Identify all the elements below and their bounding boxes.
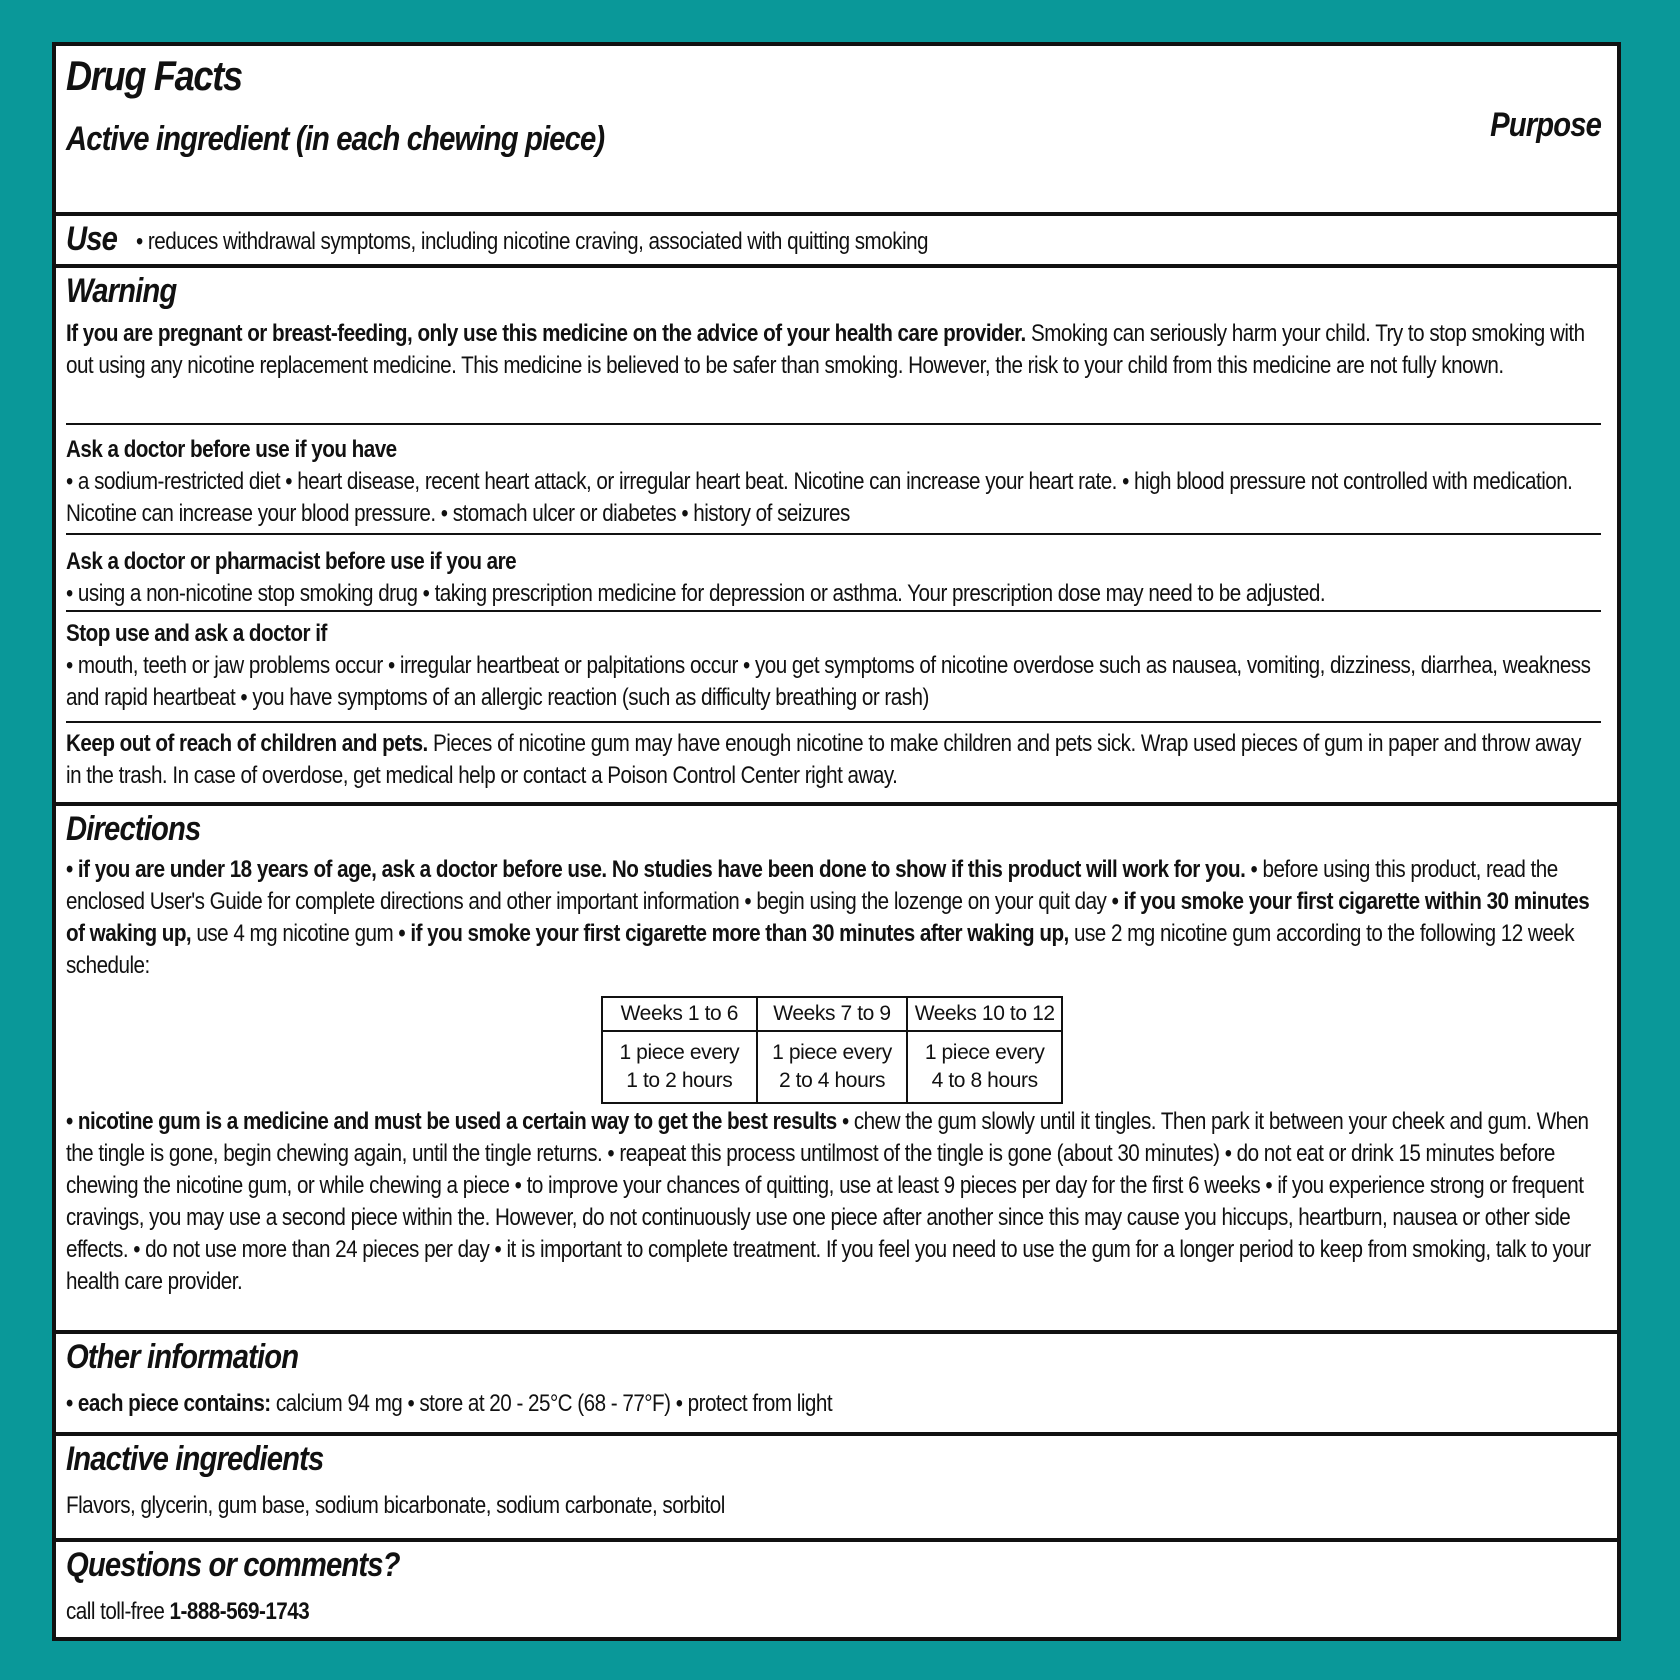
- directions-p2-bold: • nicotine gum is a medicine and must be used a certain way to get the best results: [66, 1108, 837, 1135]
- keep-out-bold: Keep out of reach of children and pets.: [66, 730, 428, 757]
- schedule-value-cell: [757, 1031, 908, 1103]
- dosing-schedule-table: [601, 996, 1063, 1104]
- schedule-header-cell: Weeks 7 to 9: [757, 997, 908, 1031]
- schedule-header-cell: Weeks 1 to 6: [602, 997, 757, 1031]
- schedule-value-line: 4 to 8 hours: [931, 1069, 1038, 1092]
- divider: [66, 423, 1601, 425]
- ask-pharmacist-text: • using a non-nicotine stop smoking drug • taking prescription medicine for depression or asthma. Your prescription dose may need to be adjusted.: [66, 580, 1326, 607]
- pregnancy-warning: [66, 318, 1597, 382]
- directions-p1-seg-3: use 4 mg nicotine gum: [191, 920, 399, 947]
- schedule-value-cell: [907, 1031, 1062, 1103]
- stop-use-text: • mouth, teeth or jaw problems occur • irregular heartbeat or palpitations occur • you get symptoms of nicotine overdose such as nausea, vomiting, dizziness, diarrhea, weakness and rapid heartbeat • you have symptoms of an allergic reaction (such as difficulty breathing or rash): [66, 652, 1591, 711]
- ask-pharmacist-title: Ask a doctor or pharmacist before use if you are: [66, 548, 517, 575]
- questions-section: [56, 1538, 1617, 1641]
- inactive-ingredients-heading: Inactive ingredients: [66, 1440, 324, 1478]
- phone-number[interactable]: 1-888-569-1743: [169, 1598, 310, 1625]
- directions-paragraph-2: [66, 1106, 1597, 1298]
- questions-text: [66, 1596, 309, 1628]
- other-information-text: [66, 1388, 832, 1420]
- drug-facts-panel: [52, 42, 1621, 1641]
- use-text: • reduces withdrawal symptoms, including nicotine craving, associated with quitting smoking: [136, 228, 929, 255]
- pregnancy-warning-bold: If you are pregnant or breast-feeding, only use this medicine on the advice of your health care provider.: [66, 320, 1026, 347]
- inactive-ingredients-section: [56, 1432, 1617, 1540]
- directions-heading: Directions: [66, 810, 201, 848]
- schedule-value-line: 1 to 2 hours: [626, 1069, 733, 1092]
- toll-free-prefix: call toll-free: [66, 1598, 170, 1625]
- divider: [66, 610, 1601, 612]
- keep-out-block: [66, 728, 1597, 792]
- ask-doctor-title: Ask a doctor before use if you have: [66, 436, 397, 463]
- directions-section: [56, 802, 1617, 1332]
- ask-pharmacist-block: [66, 546, 1597, 610]
- directions-p1-seg-1: • before using this product, read the enclosed User's Guide for complete directions and other important information • begin using the lozenge on your quit day: [66, 856, 1558, 915]
- ask-doctor-block: [66, 434, 1597, 530]
- other-information-section: [56, 1330, 1617, 1434]
- pregnancy-warning-text: Smoking can seriously harm your child. Try to stop smoking with out using any nicotine replacement medicine. This medicine is believed to be safer than smoking. However, the risk to your child from this medicine are not fully known.: [66, 320, 1585, 379]
- schedule-value-line: 1 piece every: [772, 1041, 892, 1064]
- stop-use-block: [66, 618, 1597, 714]
- schedule-value-row: [602, 1031, 1062, 1103]
- schedule-value-line: 2 to 4 hours: [778, 1069, 886, 1092]
- warning-heading: Warning: [66, 272, 177, 310]
- purpose-heading: Purpose: [1490, 106, 1601, 144]
- divider: [66, 721, 1601, 723]
- warning-section: [56, 264, 1617, 802]
- directions-paragraph-1: [66, 854, 1597, 982]
- schedule-header-cell: Weeks 10 to 12: [907, 997, 1062, 1031]
- directions-p1-seg-0: • if you are under 18 years of age, ask a doctor before use. No studies have been done to show if this product will work for you.: [66, 856, 1246, 883]
- schedule-value-cell: [602, 1031, 757, 1103]
- other-information-heading: Other information: [66, 1338, 299, 1376]
- use-heading: Use: [66, 220, 118, 258]
- inactive-ingredients-text: Flavors, glycerin, gum base, sodium bicarbonate, sodium carbonate, sorbitol: [66, 1492, 725, 1519]
- questions-heading: Questions or comments?: [66, 1546, 400, 1584]
- other-information-rest: calcium 94 mg • store at 20 - 25°C (68 - 77°F) • protect from light: [270, 1390, 833, 1417]
- divider: [66, 533, 1601, 535]
- directions-p2-text: • chew the gum slowly until it tingles. Then park it between your cheek and gum. When the tingle is gone, begin chewing again, until the tingle returns. • reapeat this process untilmost of the tingle is gone (about 30 minutes) • do not eat or drink 15 minutes before chewing the nicotine gum, or while chewing a piece • to improve your chances of quitting, use at least 9 pieces per day for the first 6 weeks • if you experience strong or frequent cravings, you may use a second piece within the. However, do not continuously use one piece after another since this may cause you hiccups, heartburn, nausea or other side effects. • do not use more than 24 pieces per day • it is important to complete treatment. If you feel you need to use the gum for a longer period to keep from smoking, talk to your health care provider.: [66, 1108, 1591, 1295]
- active-ingredient-heading: Active ingredient (in each chewing piece): [66, 120, 605, 158]
- other-information-bold: • each piece contains:: [66, 1390, 271, 1417]
- directions-p1-seg-2: • if you smoke your first cigarette within 30 minutes of waking up,: [66, 888, 1590, 947]
- active-ingredient-section: [56, 46, 1617, 214]
- keep-out-text: Pieces of nicotine gum may have enough nicotine to make children and pets sick. Wrap used pieces of gum in paper and throw away in the trash. In case of overdose, get medical help or contact a Poison Control Center right away.: [66, 730, 1581, 789]
- directions-p1-seg-4: • if you smoke your first cigarette more than 30 minutes after waking up,: [398, 920, 1069, 947]
- stop-use-title: Stop use and ask a doctor if: [66, 620, 327, 647]
- use-section: [56, 212, 1617, 264]
- ask-doctor-text: • a sodium-restricted diet • heart disease, recent heart attack, or irregular heart beat. Nicotine can increase your heart rate. • high blood pressure not controlled with medication. Nicotine can increase your blood pressure. • stomach ulcer or diabetes • history of seizures: [66, 468, 1573, 527]
- directions-p1-seg-5: use 2 mg nicotine gum according to the following 12 week schedule:: [66, 920, 1575, 979]
- schedule-value-line: 1 piece every: [924, 1041, 1045, 1064]
- schedule-value-line: 1 piece every: [619, 1041, 740, 1064]
- page-title: Drug Facts: [66, 52, 242, 99]
- schedule-header-row: [602, 997, 1062, 1031]
